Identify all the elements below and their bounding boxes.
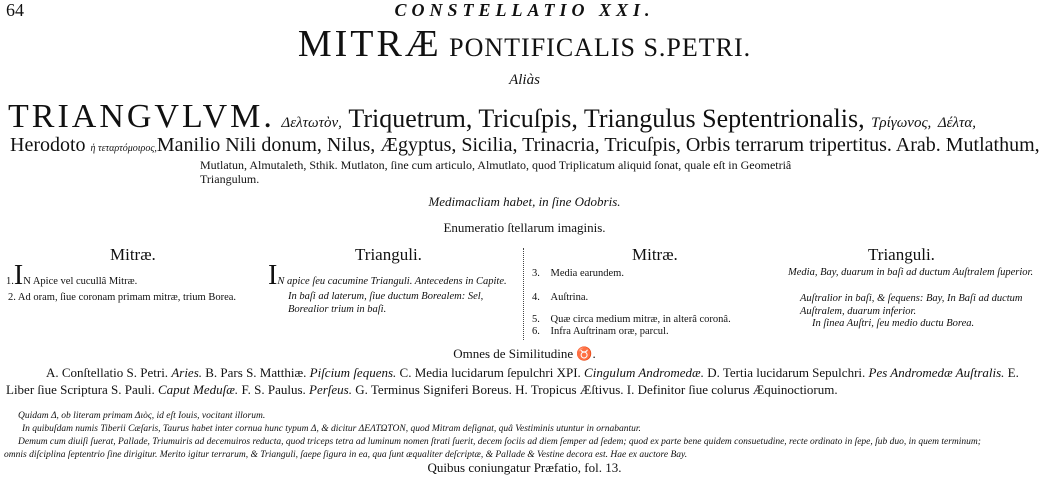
legend-entry: B. Pars S. Matthiæ. [205, 365, 307, 380]
constellation-heading: CONSTELLATIO XXI. [394, 0, 655, 20]
item-text: Infra Auſtrinam oræ, parcul. [550, 326, 669, 337]
list-item [532, 268, 624, 279]
legend-entry: Cingulum Andromedæ. [584, 365, 704, 380]
list-item [532, 326, 669, 337]
enumeratio-heading: Enumeratio ſtellarum imaginis. [443, 220, 606, 235]
main-title-big: MITRÆ [297, 23, 442, 65]
drop-cap: I [268, 260, 278, 291]
item-text: N Apice vel cucullâ Mitræ. [23, 276, 138, 287]
item-text: Auſtralior in baſi, & ſequens: Bay, In Baſi ad ductum Auſtralem, duarum inferior. [800, 293, 1023, 317]
manilio-names: Manilio Nili donum, Nilus, Ægyptus, Sicilia, Trinacria, Tricuſpis, Orbis terrarum tripertitus. [156, 134, 892, 156]
list-item [8, 292, 236, 303]
list-item [788, 266, 1040, 279]
note-line: In quibuſdam numis Tiberii Cæſaris, Taurus habet inter cornua hunc typum Δ, & dicitur ΔΕΛΤΩΤΟΝ, quod Mitram deſignat, quâ Vestiminis utuntur in ornabantur. [22, 424, 641, 434]
names-line-2 [10, 134, 1040, 157]
item-number: 2. [8, 292, 16, 303]
names-line-1 [8, 98, 976, 136]
item-text: Quæ circa medium mitræ, in alterâ coronâ. [550, 314, 731, 325]
list-item [800, 292, 1040, 318]
note-line: Demum cum diuiſi ſuerat, Pallade, Triumuiris ad decemuiros reducta, quod triceps tetra ad luminum nomen ſtrati ſuerit, decem ſociis ad diem ſemper ad ſedem; quod ex parte bene quidem consuetudine, recte ordinato in ſepe, ſub duo, in quem terminum; [18, 437, 981, 447]
item-text: Media earundem. [550, 268, 624, 279]
column-heading-mitrae-1: Mitræ. [110, 245, 156, 264]
greek-delta: Δέλτα, [937, 115, 977, 131]
legend-entry: A. Conſtellatio S. Petri. [46, 365, 169, 380]
item-text: In baſi ad laterum, ſiue ductum Borealem: Sel, Borealior trium in baſi. [288, 291, 484, 315]
legend-entry: Piſcium ſequens. [309, 365, 397, 380]
item-number: 5. [532, 314, 540, 325]
drop-cap: I [13, 260, 24, 291]
quibus-line: Quibus coniungatur Præfatio, fol. 13. [427, 460, 622, 475]
notes-block [4, 410, 1046, 462]
item-number: 1. [6, 276, 14, 287]
triangulum-heading: TRIANGVLVM. [8, 98, 275, 135]
item-number: 3. [532, 268, 540, 279]
note-line: Quidam Δ, ob literam primam Διὸς, id eſt Iouis, vocitant illorum. [18, 411, 266, 421]
item-text: Auſtrina. [550, 292, 589, 303]
list-item [268, 260, 507, 291]
legend-entry: Pes Andromedæ Auſtralis. [868, 365, 1005, 380]
legend-entry: E. Liber ſiue Scriptura S. Pauli. [6, 365, 1019, 397]
legend-entry: F. S. Paulus. [241, 382, 306, 397]
list-item [532, 314, 731, 325]
item-number: 4. [532, 292, 540, 303]
page-number: 64 [6, 0, 24, 20]
item-text: Ad oram, ſiue coronam primam mitræ, trium Borea. [17, 292, 237, 303]
greek-trigonos: Τρίγωνος, [871, 115, 932, 131]
alias-label: Aliàs [509, 72, 540, 88]
names-line-4: Triangulum. [200, 172, 260, 186]
herodoto-label: Herodoto [10, 134, 86, 156]
medimac-line: Medimacliam habet, in ſine Odobris. [428, 194, 621, 209]
item-text: Media, Bay, duarum in baſi ad ductum Auſtralem ſuperior. [788, 267, 1034, 278]
item-text: N apice ſeu cacumine Trianguli. Antecedens in Capite. [277, 276, 507, 287]
legend-entry: Caput Meduſæ. [158, 382, 239, 397]
legend-entry: Perſeus. [309, 382, 352, 397]
item-number: 6. [532, 326, 540, 337]
figure-legend [6, 364, 1046, 398]
greek-deltoton: Δελτωτὸν, [281, 115, 342, 131]
column-heading-mitrae-2: Mitræ. [632, 245, 678, 264]
column-divider [523, 248, 524, 340]
main-title-rest: PONTIFICALIS S.PETRI. [449, 33, 752, 62]
list-item [532, 292, 588, 303]
legend-entry: C. Media lucidarum ſepulchri XPI. [399, 365, 581, 380]
column-heading-trianguli-1: Trianguli. [355, 245, 422, 264]
names-line-3: Mutlatun, Almutaleth, Sthik. Mutlaton, ſine cum articulo, Almutlato, quod Triplicatum aliquid ſonat, quale eſt in Geometriâ [200, 158, 792, 172]
main-title [0, 22, 1049, 66]
omnes-line: Omnes de Similitudine ♉. [453, 346, 596, 361]
column-heading-trianguli-2: Trianguli. [868, 245, 935, 264]
legend-entry: G. Terminus Signiferi Boreus. H. Tropicus Æſtivus. I. Definitor ſiue colurus Æquinoctiorum. [355, 382, 838, 397]
list-item [288, 290, 518, 316]
legend-entry: D. Tertia lucidarum Sepulchri. [707, 365, 866, 380]
note-line: omnis diſciplina ſeptentrio ſine dirigitur. Merito igitur terrarum, & Trianguli, ſaepe ſigura in ea, qua ſunt æqualiter deſcriptæ, & Pallade & Vestine decora est. Hae ex auctore Bay. [4, 450, 688, 460]
latin-names: Triquetrum, Tricuſpis, Triangulus Septentrionalis, [348, 104, 865, 133]
item-text: In ſinea Auſtri, ſeu medio ductu Borea. [812, 318, 975, 329]
list-item [812, 318, 974, 329]
arabic-names: Arab. Mutlathum, [895, 134, 1040, 156]
greek-herodoto: ἡ τεταρτόμοιρος, [90, 143, 157, 154]
legend-entry: Aries. [171, 365, 203, 380]
list-item [6, 260, 138, 291]
